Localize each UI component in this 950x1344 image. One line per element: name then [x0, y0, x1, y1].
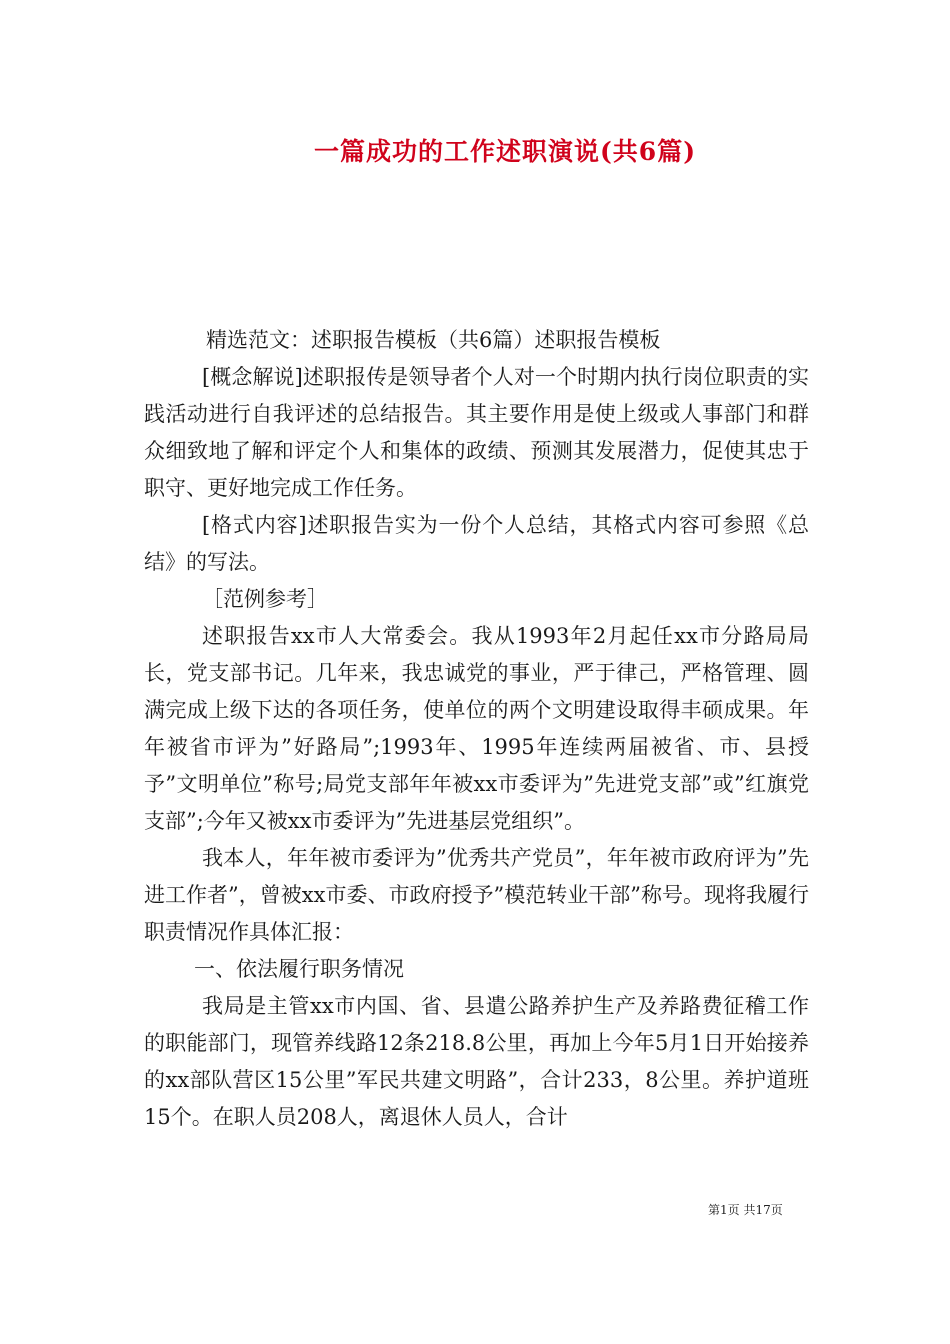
paragraph-report-intro: 述职报告xx市人大常委会。我从1993年2月起任xx市分路局局长，党支部书记。几年来，我忠诚党的事业，严于律己，严格管理、圆满完成上级下达的各项任务，使单位的两个文明建设取得丰硕成果。年年被省市评为”好路局”;1993年、1995年连续两届被省、市、县授予”文明单位”称号;局党支部年年被xx市委评为”先进党支部”或”红旗党支部”;今年又被xx市委评为”先进基层党组织”。 — [144, 624, 809, 833]
subtitle-line: 精选范文：述职报告模板（共6篇）述职报告模板 — [206, 328, 661, 352]
page-number: 第1页 共17页 — [708, 1203, 783, 1217]
paragraph-example-heading: ［范例参考］ — [202, 587, 328, 611]
document-title: 一篇成功的工作述职演说(共6篇) — [313, 137, 697, 166]
paragraph-concept: [概念解说]述职报传是领导者个人对一个时期内执行岗位职责的实践活动进行自我评述的总结报告。其主要作用是使上级或人事部门和群众细致地了解和评定个人和集体的政绩、预测其发展潜力，促使其忠于职守、更好地完成工作任务。 — [144, 365, 809, 500]
paragraph-format: [格式内容]述职报告实为一份个人总结，其格式内容可参照《总结》的写法。 — [144, 513, 809, 574]
section-heading-duties: 一、依法履行职务情况 — [194, 957, 404, 981]
paragraph-bureau-overview: 我局是主管xx市内国、省、县遣公路养护生产及养路费征稽工作的职能部门，现管养线路12条218.8公里，再加上今年5月1日开始接养的xx部队营区15公里”军民共建文明路”，合计233，8公里。养护道班15个。在职人员208人，离退休人员人，合计 — [144, 994, 809, 1129]
paragraph-personal-honors: 我本人，年年被市委评为”优秀共产党员”，年年被市政府评为”先进工作者”，曾被xx市委、市政府授予”模范转业干部”称号。现将我履行职责情况作具体汇报： — [144, 846, 809, 944]
document-body — [144, 322, 809, 1136]
